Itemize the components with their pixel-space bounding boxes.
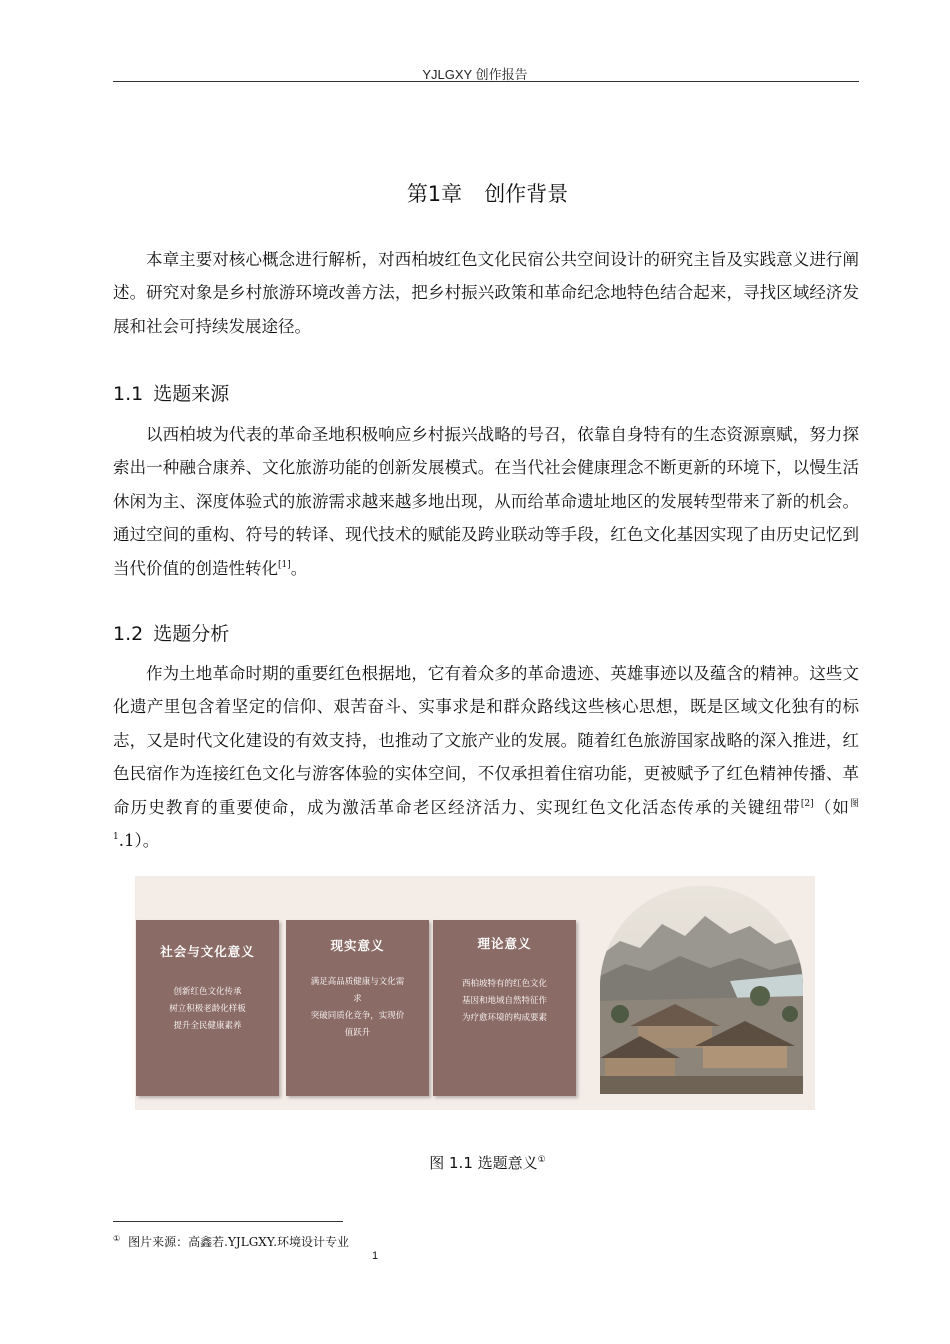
card-social-cultural	[136, 920, 279, 1096]
intro-paragraph: 本章主要对核心概念进行解析，对西柏坡红色文化民宿公共空间设计的研究主旨及实践意义进行阐述。研究对象是乡村旅游环境改善方法，把乡村振兴政策和革命纪念地特色结合起来，寻找区域经济发展和社会可持续发展途径。	[113, 250, 859, 336]
landscape-painting-image	[600, 886, 803, 1094]
card-line: 满足高品质健康与文化需	[310, 977, 405, 987]
card-body	[136, 984, 279, 1035]
section-title: 选题分析	[153, 623, 230, 645]
footnote-mark: ①	[113, 1234, 121, 1243]
citation-1[interactable]: [1]	[278, 559, 291, 570]
caption-footnote-mark[interactable]: ①	[537, 1155, 546, 1165]
card-line: 创新红色文化传承	[173, 987, 242, 997]
footnote-rule	[113, 1221, 343, 1222]
card-title: 社会与文化意义	[160, 944, 255, 959]
section-number: 1.1	[113, 383, 144, 405]
section-1-2-paragraph	[113, 657, 859, 857]
header-rule	[113, 81, 859, 82]
card-line: 西柏坡特有的红色文化	[461, 979, 547, 989]
section-heading-1-2	[113, 619, 229, 646]
card-line: 为疗愈环境的构成要素	[461, 1013, 547, 1023]
figure-caption	[0, 1152, 950, 1173]
footnote	[113, 1233, 349, 1250]
figure-ref-open: （如	[813, 797, 850, 817]
paragraph-text: 作为土地革命时期的重要红色根据地，它有着众多的革命遗迹、英雄事迹以及蕴含的精神。这些文化遗产里包含着坚定的信仰、艰苦奋斗、实事求是和群众路线这些核心思想，既是区域文化独有的标志，又是时代文化建设的有效支持，也推动了文旅产业的发展。随着红色旅游国家战略的深入推进，红色民宿作为连接红色文化与游客体验的实体空间，不仅承担着住宿功能，更被赋予了红色精神传播、革命历史教育的重要使命，成为激活革命老区经济活力、实现红色文化活态传承的关键纽带	[113, 664, 859, 817]
card-title: 现实意义	[330, 938, 385, 953]
card-line: 突破同质化竞争，实现价	[310, 1011, 405, 1021]
card-practical	[286, 920, 429, 1096]
card-line: 基因和地域自然特征作	[461, 996, 547, 1006]
card-theoretical	[433, 920, 576, 1096]
figure-1-1	[135, 876, 815, 1110]
caption-text: 图 1.1 选题意义	[429, 1154, 538, 1172]
figure-ref-sup: 图 1	[113, 798, 860, 843]
chapter-title	[0, 178, 950, 208]
section-title: 选题来源	[153, 383, 230, 405]
page-number: 1	[371, 1250, 379, 1262]
figure-ref-close: .1）。	[118, 831, 160, 851]
citation-2[interactable]: [2]	[800, 798, 814, 809]
paragraph-text: 以西柏坡为代表的革命圣地积极响应乡村振兴战略的号召，依靠自身特有的生态资源禀赋，努力探索出一种融合康养、文化旅游功能的创新发展模式。在当代社会健康理念不断更新的环境下，以慢生活休闲为主、深度体验式的旅游需求越来越多地出现，从而给革命遗址地区的发展转型带来了新的机会。通过空间的重构、符号的转译、现代技术的赋能及跨业联动等手段，红色文化基因实现了由历史记忆到当代价值的创造性转化	[113, 425, 859, 578]
chapter-name: 创作背景	[484, 182, 569, 206]
paragraph-end: 。	[290, 558, 308, 578]
section-number: 1.2	[113, 623, 144, 645]
card-line: 提升全民健康素养	[173, 1021, 242, 1031]
card-title: 理论意义	[477, 936, 532, 951]
card-line: 值跃升	[344, 1028, 371, 1038]
chapter-number: 第1章	[406, 182, 463, 206]
card-line: 求	[353, 994, 362, 1004]
section-1-1-paragraph	[113, 418, 859, 585]
card-body	[286, 974, 429, 1042]
running-header: YJLGXY 创作报告	[422, 67, 528, 82]
footnote-text: 图片来源：高鑫若.YJLGXY.环境设计专业	[128, 1235, 350, 1249]
card-body	[433, 976, 576, 1027]
section-heading-1-1	[113, 379, 229, 406]
card-line: 树立积极老龄化样板	[169, 1004, 246, 1014]
